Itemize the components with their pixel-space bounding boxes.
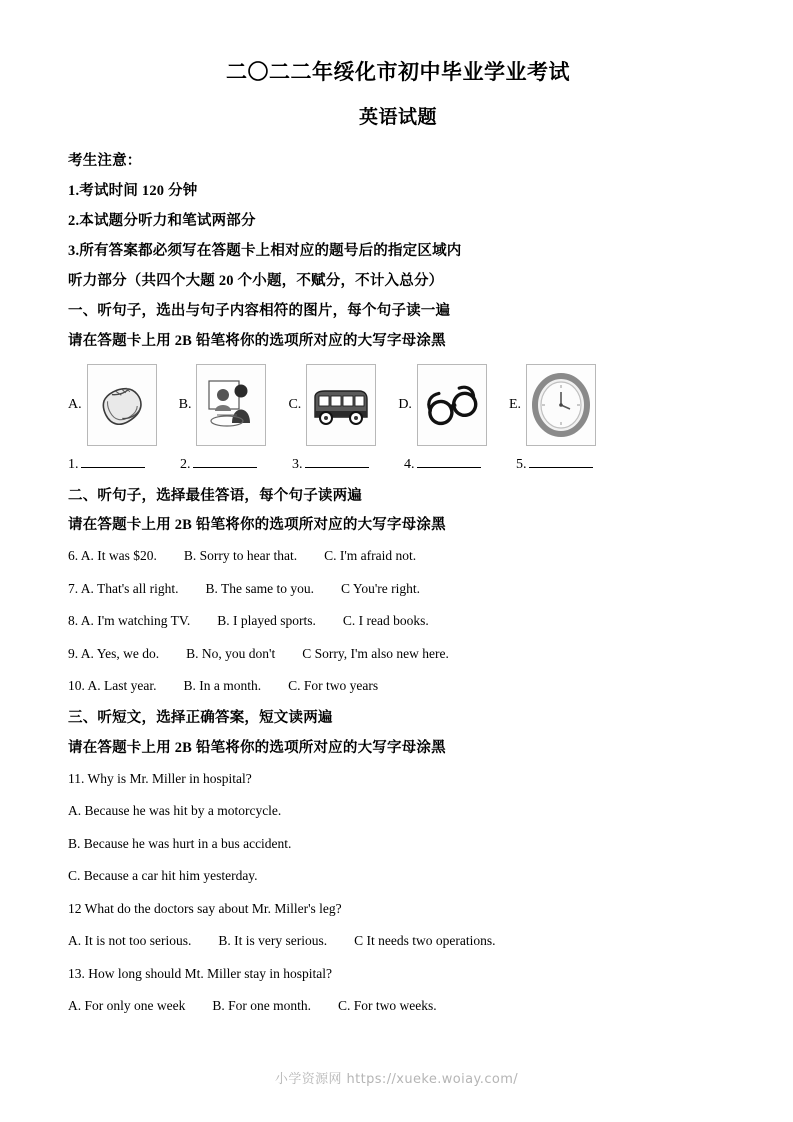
question-11-stem: 11. Why is Mr. Miller in hospital? — [68, 770, 252, 786]
answer-blank-4[interactable]: 4. — [404, 456, 516, 473]
question-12-options[interactable]: A. It is not too serious. B. It is very serious. C It needs two operations. — [68, 933, 496, 949]
listening-part-label: 听力部分（共四个大题 20 个小题，不赋分，不计入总分） — [68, 272, 444, 289]
notice-heading: 考生注意： — [68, 152, 142, 169]
question-11-option-a[interactable]: A. Because he was hit by a motorcycle. — [68, 803, 282, 819]
bus-icon[interactable] — [306, 364, 376, 446]
section-one-heading: 一、听句子，选出与句子内容相符的图片，每个句子读一遍 — [68, 302, 451, 319]
question-11-option-c[interactable]: C. Because a car hit him yesterday. — [68, 868, 258, 884]
answer-blanks-row — [68, 456, 728, 473]
page-content — [68, 60, 728, 1031]
picture-label-c: C. — [288, 396, 302, 412]
picture-label-a: A. — [68, 396, 82, 412]
question-7[interactable]: 7. A. That's all right. B. The same to you. C You're right. — [68, 580, 420, 596]
picture-label-e: E. — [508, 396, 521, 412]
question-11-option-b[interactable]: B. Because he was hurt in a bus accident. — [68, 835, 292, 851]
page-title: 二〇二二年绥化市初中毕业学业考试 — [226, 60, 570, 84]
subject-title: 英语试题 — [358, 107, 437, 129]
watermark: 小学资源网 https://xueke.woiay.com/ — [274, 1072, 519, 1087]
question-13-stem: 13. How long should Mt. Miller stay in hospital? — [68, 965, 332, 981]
picture-label-b: B. — [178, 396, 192, 412]
question-9[interactable]: 9. A. Yes, we do. B. No, you don't C Sorry, I'm also new here. — [68, 645, 449, 661]
picture-options-row — [68, 362, 728, 448]
question-8[interactable]: 8. A. I'm watching TV. B. I played sports. C. I read books. — [68, 613, 429, 629]
section-three-instruction: 请在答题卡上用 2B 铅笔将你的选项所对应的大写字母涂黑 — [68, 739, 446, 756]
hotdog-icon[interactable] — [87, 364, 157, 446]
blank-line — [417, 456, 481, 468]
section-three-heading: 三、听短文，选择正确答案，短文读两遍 — [68, 710, 333, 726]
answer-blank-5[interactable]: 5. — [516, 456, 628, 473]
picture-label-d: D. — [398, 396, 412, 412]
people-talking-icon[interactable] — [196, 364, 266, 446]
answer-blank-3[interactable]: 3. — [292, 456, 404, 473]
question-10[interactable]: 10. A. Last year. B. In a month. C. For two years — [68, 678, 379, 694]
blank-line — [529, 456, 593, 468]
question-12-stem: 12 What do the doctors say about Mr. Miller's leg? — [68, 900, 342, 916]
blank-line — [193, 456, 257, 468]
section-two-instruction: 请在答题卡上用 2B 铅笔将你的选项所对应的大写字母涂黑 — [68, 517, 446, 534]
notice-item-1: 1.考试时间 120 分钟 — [68, 182, 198, 199]
section-one-instruction: 请在答题卡上用 2B 铅笔将你的选项所对应的大写字母涂黑 — [68, 332, 446, 349]
blank-line — [81, 456, 145, 468]
section-two-heading: 二、听句子，选择最佳答语，每个句子读两遍 — [68, 487, 362, 504]
clock-icon[interactable] — [526, 364, 596, 446]
answer-blank-1[interactable]: 1. — [68, 456, 180, 473]
question-6[interactable]: 6. A. It was $20. B. Sorry to hear that. C. I'm afraid not. — [68, 548, 417, 564]
notice-item-3: 3.所有答案都必须写在答题卡上相对应的题号后的指定区域内 — [68, 242, 462, 259]
notice-item-2: 2.本试题分听力和笔试两部分 — [68, 212, 256, 229]
question-13-options[interactable]: A. For only one week B. For one month. C. For two weeks. — [68, 998, 437, 1014]
blank-line — [305, 456, 369, 468]
glasses-icon[interactable] — [417, 364, 487, 446]
answer-blank-2[interactable]: 2. — [180, 456, 292, 473]
